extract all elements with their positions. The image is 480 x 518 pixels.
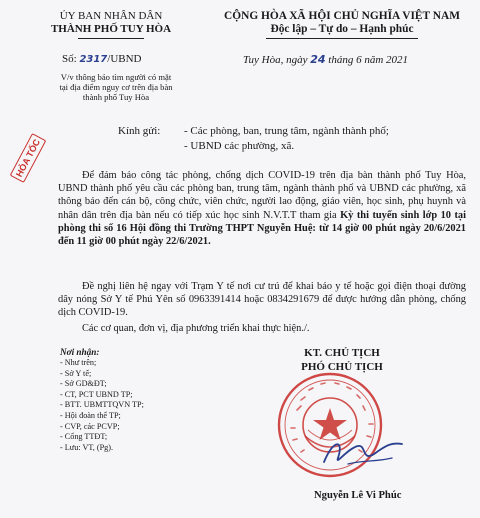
recipients-title: Nơi nhận: [60, 347, 100, 357]
list-item: - Sở GD&ĐT; [60, 379, 107, 389]
list-item: - CVP, các PCVP; [60, 421, 120, 431]
document-date: Tuy Hòa, ngày 24 tháng 6 năm 2021 [243, 53, 409, 66]
greeting-recipient-2: - UBND các phường, xã. [184, 140, 295, 152]
greeting-recipient-1: - Các phòng, ban, trung tâm, ngành thành phố; [184, 125, 389, 137]
list-item: - CT, PCT UBND TP; [60, 389, 133, 399]
document-number-handwritten: 2317 [79, 54, 108, 65]
list-item: - Lưu: VT, (Pg). [60, 442, 114, 452]
issuer-underline [78, 38, 144, 39]
date-day-handwritten: 24 [310, 53, 326, 66]
national-title: CỘNG HÒA XÃ HỘI CHỦ NGHĨA VIỆT NAM [224, 10, 460, 22]
signature-line1: KT. CHỦ TỊCH [304, 347, 380, 359]
motto-underline [266, 38, 418, 39]
body-paragraph-2: Đề nghị liên hệ ngay với Trạm Y tế nơi cư trú để khai báo y tế hoặc gọi điện thoại đường dây nóng Sở Y tế Phú Yên số 0963391414 hoặc 0834291679 để được hướng dẫn phòng, chống dịch COVID-19. [58, 281, 466, 319]
list-item: - BTT. UBMTTQVN TP; [60, 400, 144, 410]
national-motto: Độc lập – Tự do – Hạnh phúc [270, 23, 414, 35]
body-paragraph-1: Để đảm bảo công tác phòng, chống dịch COVID-19 trên địa bàn thành phố Tuy Hòa, UBND thành phố yêu cầu các phòng ban, trung tâm, ngành thành phố và UBND các phường, xã thông báo đến cán bộ, công chức, viên chức, người lao động, giáo viên, học sinh, phụ huynh và nhân dân trên địa bàn nếu có tiếp xúc học sinh N.V.T.T tham gia Kỳ thi tuyển sinh lớp 10 tại phòng thi số 16 Hội đồng thi Trường THPT Nguyễn Huệ: từ 14 giờ 00 phút ngày 20/6/2021 đến 11 giờ 00 phút ngày 22/6/2021. [58, 170, 467, 248]
signer-name: Nguyễn Lê Vi Phúc [314, 490, 402, 501]
handwritten-signature-icon [318, 432, 408, 472]
signature-line2: PHÓ CHỦ TỊCH [301, 361, 383, 373]
list-item: - Cổng TTĐT; [60, 432, 108, 442]
subject-block: V/v thông báo tìm người có mặt tại địa điểm nguy cơ trên địa bàn thành phố Tuy Hòa [59, 72, 173, 103]
recipients-block [60, 346, 200, 453]
exam-details: Kỳ thi tuyển sinh lớp 10 tại phòng thi số 16 Hội đồng thi Trường THPT Nguyễn Huệ: từ 14 giờ 00 phút ngày 20/6/2021 đến 11 giờ 00 phút ngày 22/6/2021. [58, 209, 467, 248]
greeting-label: Kính gửi: [118, 125, 161, 137]
national-title-block [208, 10, 476, 36]
document-number: Số: 2317/UBND [62, 53, 142, 65]
list-item: - Sở Y tế; [60, 368, 92, 378]
issuer-line2: THÀNH PHỐ TUY HÒA [50, 23, 172, 35]
list-item: - Hội đoàn thể TP; [60, 410, 121, 420]
list-item: - Như trên; [60, 358, 97, 367]
issuer-block [26, 10, 196, 36]
body-paragraph-3: Các cơ quan, đơn vị, địa phương triển khai thực hiện./. [82, 323, 310, 334]
greeting-recipients [184, 124, 474, 154]
issuer-line1: ỦY BAN NHÂN DÂN [59, 10, 163, 22]
urgent-stamp: HỎA TỐC [10, 133, 47, 183]
